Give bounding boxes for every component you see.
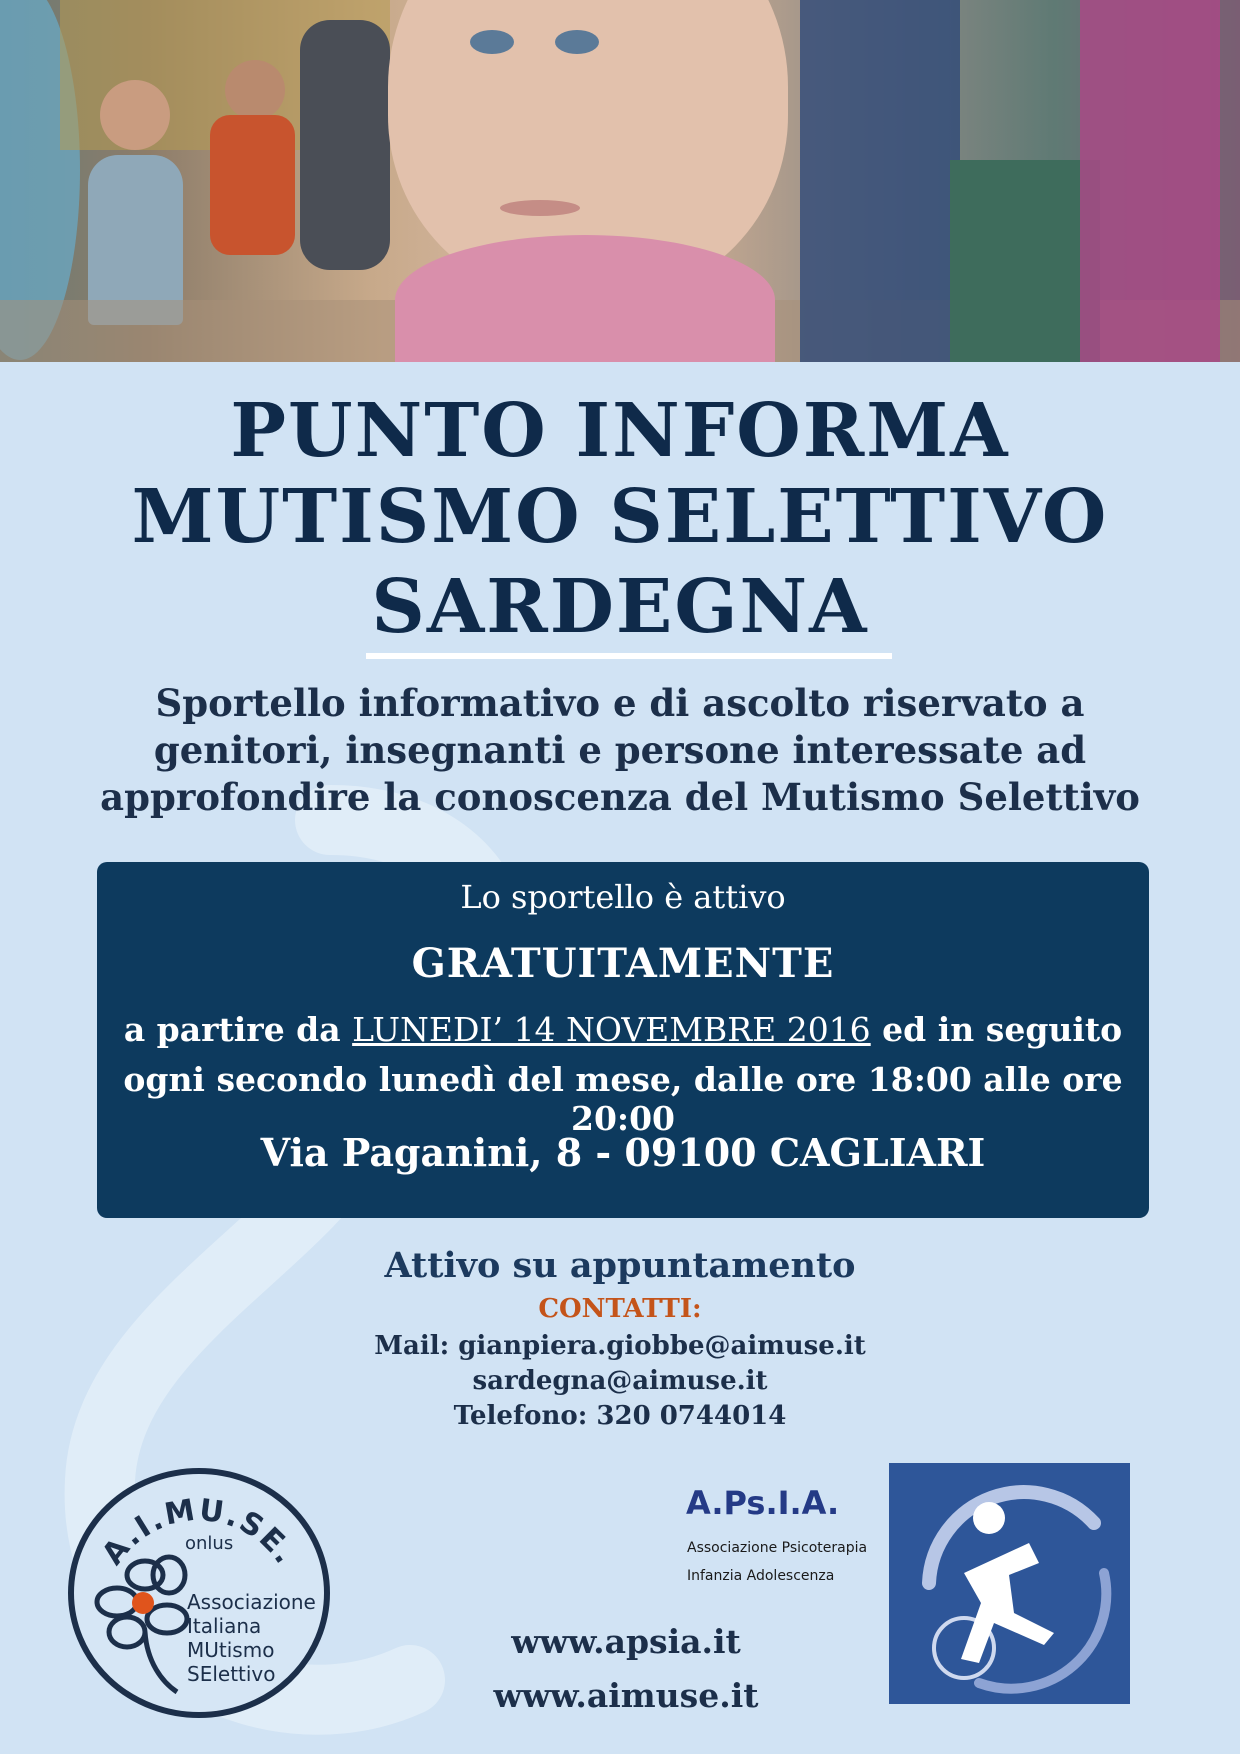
appointment-note: Attivo su appuntamento [384,1245,856,1286]
subtitle-line-3: approfondire la conoscenza del Mutismo Selettivo [100,775,1140,819]
contacts-heading: CONTATTI: [538,1294,702,1324]
aimuse-arc-text: A.I.MU.SE. [95,1492,304,1572]
website-aimuse[interactable]: www.aimuse.it [493,1676,759,1715]
contact-mail-2[interactable]: sardegna@aimuse.it [472,1366,768,1396]
header-photo [0,0,1240,362]
apsia-sub-1: Associazione Psicoterapia [687,1540,868,1556]
aimuse-line-2: Italiana [187,1614,262,1638]
apsia-name: A.Ps.I.A. [686,1484,840,1522]
info-schedule: ogni secondo lunedì del mese, dalle ore 18:00 alle ore 20:00 [123,1060,1123,1138]
info-box [97,862,1149,1218]
title-line-3: SARDEGNA [371,564,869,650]
aimuse-line-4: SElettivo [187,1662,276,1686]
info-free-label: GRATUITAMENTE [411,940,835,987]
website-apsia[interactable]: www.apsia.it [511,1622,741,1661]
title-line-2: MUTISMO SELETTIVO [131,474,1109,560]
aimuse-onlus: onlus [185,1533,234,1554]
contact-mail[interactable]: Mail: gianpiera.giobbe@aimuse.it [374,1331,866,1361]
subtitle [60,680,1180,821]
aimuse-line-1: Associazione [187,1590,316,1614]
info-start-prefix: a partire da [123,1010,353,1049]
subtitle-line-1: Sportello informativo e di ascolto riservato a [155,681,1085,725]
aimuse-logo [67,1467,332,1720]
title-underline [366,653,892,659]
apsia-sub-2: Infanzia Adolescenza [687,1568,835,1584]
contact-phone: Telefono: 320 0744014 [453,1401,787,1431]
aimuse-line-3: MUtismo [187,1638,275,1662]
title-line-1: PUNTO INFORMA [230,388,1010,474]
info-address: Via Paganini, 8 - 09100 CAGLIARI [260,1130,986,1175]
info-line-1: Lo sportello è attivo [460,878,786,916]
info-start-date: LUNEDI’ 14 NOVEMBRE 2016 [352,1010,871,1049]
apsia-logo [889,1463,1130,1704]
info-line-start [97,1010,1149,1049]
apsia-figure-icon [889,1463,1130,1704]
subtitle-line-2: genitori, insegnanti e persone interessate ad [153,728,1087,772]
info-start-suffix: ed in seguito [870,1010,1123,1049]
